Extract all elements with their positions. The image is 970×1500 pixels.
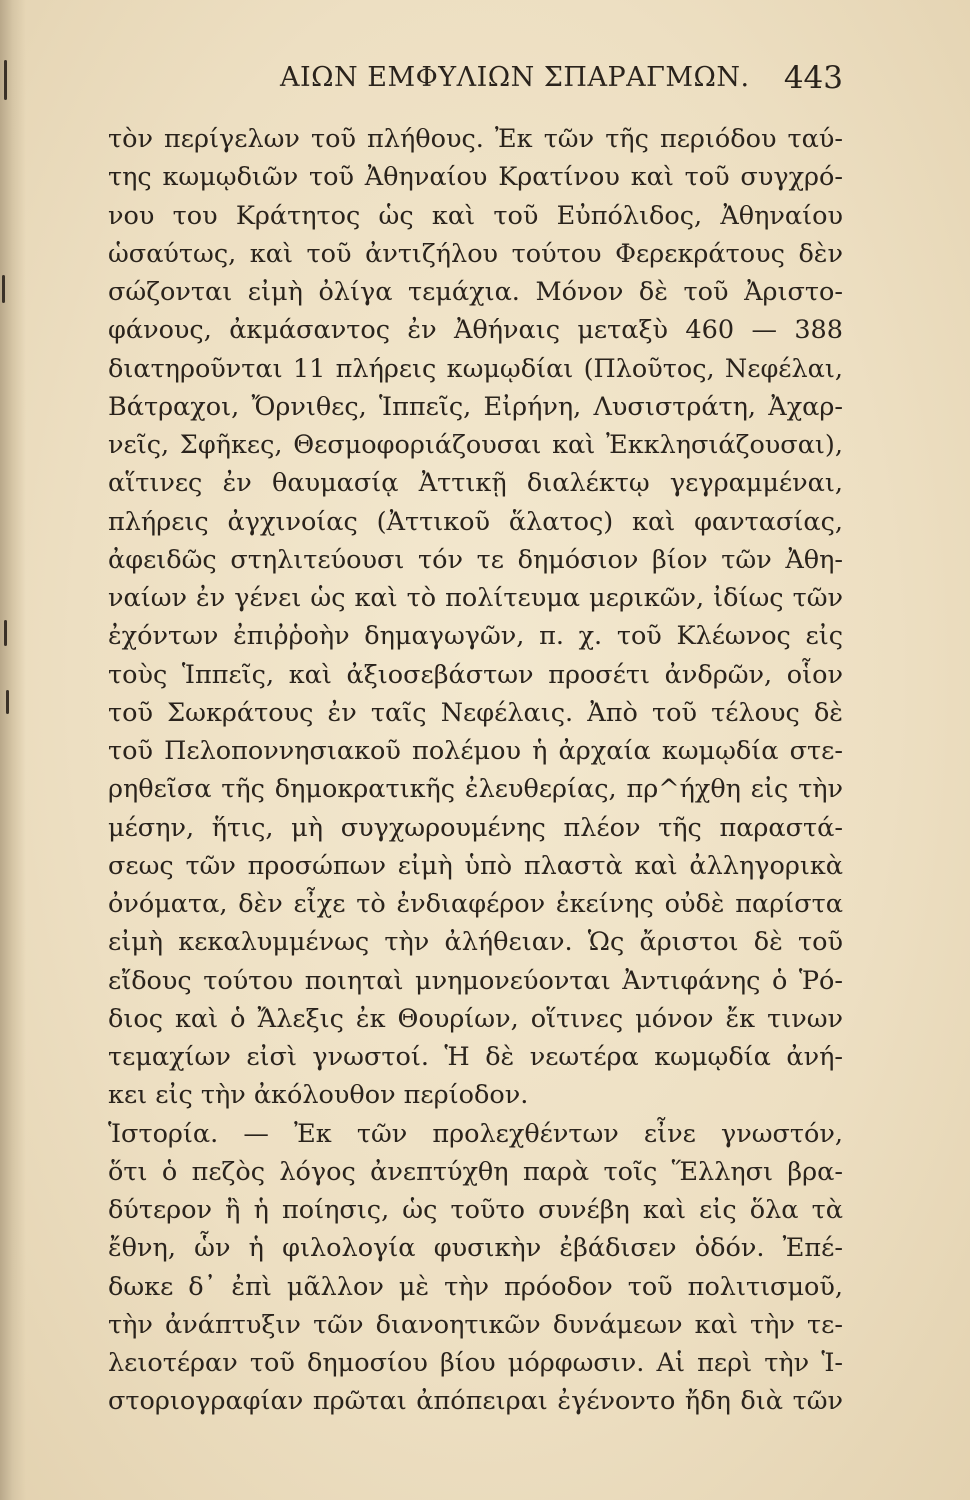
text-line: εἰμὴ κεκαλυμμένως τὴν ἀλήθειαν. Ὡς ἄριστοι δὲ τοῦ (108, 927, 843, 958)
text-line: πλήρεις ἀγχινοίας (Ἀττικοῦ ἅλατος) καὶ φαντασίας, (108, 506, 843, 537)
text-line: της κωμῳδιῶν τοῦ Ἀθηναίου Κρατίνου καὶ τοῦ συγχρό- (108, 162, 843, 193)
running-title: ΑΙΩΝ ΕΜΦΥΛΙΩΝ ΣΠΑΡΑΓΜΩΝ. (280, 62, 750, 93)
spine-mark (2, 275, 5, 303)
spine-mark (4, 620, 7, 646)
text-line: ἀφειδῶς στηλιτεύουσι τόν τε δημόσιον βίον τῶν Ἀθη- (108, 544, 843, 575)
text-line: τεμαχίων εἰσὶ γνωστοί. Ἡ δὲ νεωτέρα κωμῳδία ἀνή- (108, 1042, 843, 1072)
spine-mark (4, 60, 7, 100)
text-line: τὴν ἀνάπτυξιν τῶν διανοητικῶν δυνάμεων καὶ τὴν τε- (108, 1309, 843, 1340)
text-line: φάνους, ἀκμάσαντος ἐν Ἀθήναις μεταξὺ 460 — 388 (108, 315, 843, 346)
text-line: σεως τῶν προσώπων εἰμὴ ὑπὸ πλαστὰ καὶ ἀλληγορικὰ (108, 850, 843, 881)
text-line: δύτερον ἢ ἡ ποίησις, ὡς τοῦτο συνέβη καὶ εἰς ὅλα τὰ (108, 1195, 843, 1225)
text-line: τοῦ Πελοποννησιακοῦ πολέμου ἡ ἀρχαία κωμῳδία στε- (108, 736, 843, 766)
text-line: ἔθνη, ὧν ἡ φιλολογία φυσικὴν ἐβάδισεν ὁδόν. Ἐπέ- (108, 1233, 843, 1264)
page-number: 443 (783, 60, 843, 96)
text-line: ναίων ἐν γένει ὡς καὶ τὸ πολίτευμα μερικῶν, ἰδίως τῶν (108, 583, 843, 613)
text-line: ὅτι ὁ πεζὸς λόγος ἀνεπτύχθη παρὰ τοῖς Ἕλλησι βρα- (108, 1156, 843, 1187)
spine-mark (6, 690, 9, 714)
text-line: αἵτινες ἐν θαυμασίᾳ Ἀττικῇ διαλέκτῳ γεγραμμέναι, (108, 468, 843, 499)
body-text (108, 120, 843, 1421)
binding-edge (0, 0, 26, 1500)
text-line: διατηροῦνται 11 πλήρεις κωμῳδίαι (Πλοῦτος, Νεφέλαι, (108, 353, 843, 384)
text-line: νεῖς, Σφῆκες, Θεσμοφοριάζουσαι καὶ Ἐκκλησιάζουσαι), (108, 430, 843, 460)
text-line: στοριογραφίαν πρῶται ἀπόπειραι ἐγένοντο ἤδη διὰ τῶν (108, 1386, 843, 1417)
text-line: ὡσαύτως, καὶ τοῦ ἀντιζήλου τούτου Φερεκράτους δὲν (108, 238, 843, 269)
text-line: σώζονται εἰμὴ ὀλίγα τεμάχια. Μόνον δὲ τοῦ Ἀριστο- (108, 277, 843, 307)
text-line: τοῦ Σωκράτους ἐν ταῖς Νεφέλαις. Ἀπὸ τοῦ τέλους δὲ (108, 697, 843, 728)
section-heading-line: Ἱστορία. — Ἐκ τῶν προλεχθέντων εἶνε γνωστόν, (108, 1118, 843, 1149)
text-line: εἴδους τούτου ποιηταὶ μνημονεύονται Ἀντιφάνης ὁ Ῥό- (108, 965, 843, 996)
text-line: τοὺς Ἱππεῖς, καὶ ἀξιοσεβάστων προσέτι ἀνδρῶν, οἷον (108, 659, 843, 690)
text-line: μέσην, ἥτις, μὴ συγχωρουμένης πλέον τῆς παραστά- (108, 812, 843, 843)
text-line: δωκε δ᾽ ἐπὶ μᾶλλον μὲ τὴν πρόοδον τοῦ πολιτισμοῦ, (108, 1271, 843, 1302)
text-line: διος καὶ ὁ Ἄλεξις ἐκ Θουρίων, οἵτινες μόνον ἔκ τινων (108, 1003, 843, 1034)
text-line: ρηθεῖσα τῆς δημοκρατικῆς ἐλευθερίας, πρ^ήχθη εἰς τὴν (108, 774, 843, 805)
text-line: νου του Κράτητος ὡς καὶ τοῦ Εὐπόλιδος, Ἀθηναίου (108, 200, 843, 231)
text-line: ἐχόντων ἐπιῤῥοὴν δημαγωγῶν, π. χ. τοῦ Κλέωνος εἰς (108, 621, 843, 652)
text-line: κει εἰς τὴν ἀκόλουθον περίοδον. (108, 1080, 529, 1111)
text-line: Βάτραχοι, Ὄρνιθες, Ἱππεῖς, Εἰρήνη, Λυσιστράτη, Ἀχαρ- (108, 391, 843, 422)
running-header (108, 60, 843, 100)
text-line: τὸν περίγελων τοῦ πλήθους. Ἐκ τῶν τῆς περιόδου ταύ- (108, 124, 843, 154)
text-line: λειοτέραν τοῦ δημοσίου βίου μόρφωσιν. Αἱ περὶ τὴν Ἱ- (108, 1348, 843, 1378)
text-line: ὀνόματα, δὲν εἶχε τὸ ἐνδιαφέρον ἐκείνης οὐδὲ παρίστα (108, 889, 843, 919)
